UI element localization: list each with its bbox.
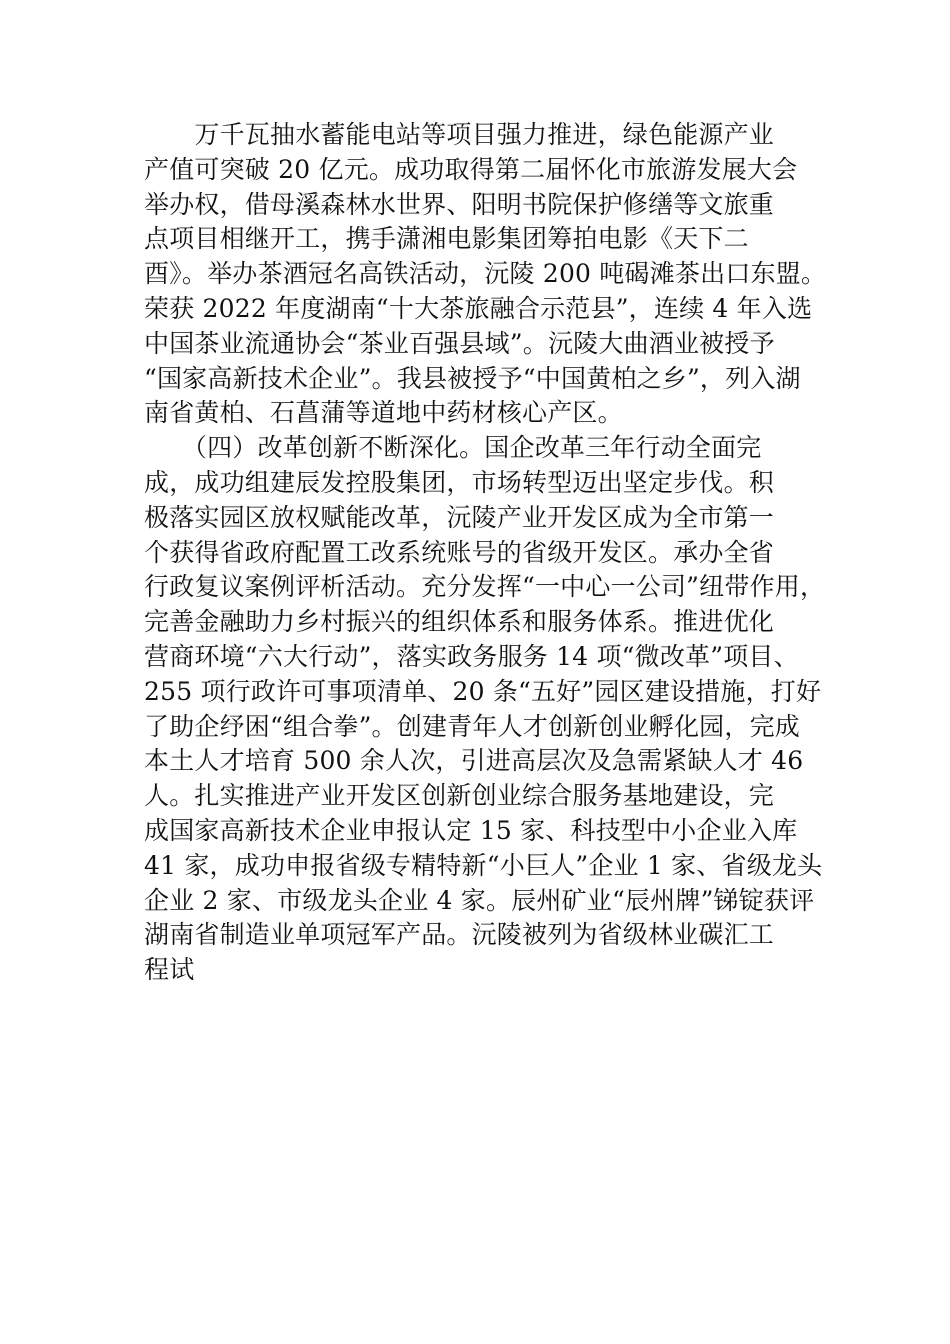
text-line: 255 项行政许可事项清单、20 条“五好”园区建设措施，打好: [144, 676, 822, 706]
text-line: 中国茶业流通协会“茶业百强县域”。沅陵大曲酒业被授予: [144, 328, 775, 358]
text-line: 41 家，成功申报省级专精特新“小巨人”企业 1 家、省级龙头: [144, 850, 823, 880]
text-line: 了助企纾困“组合拳”。创建青年人才创新创业孵化园，完成: [144, 711, 800, 741]
text-line: 万千瓦抽水蓄能电站等项目强力推进，绿色能源产业: [144, 120, 775, 149]
text-line: 酉》。举办茶酒冠名高铁活动，沅陵 200 吨碣滩茶出口东盟。: [144, 259, 827, 289]
text-line: 极落实园区放权赋能改革，沅陵产业开发区成为全市第一: [144, 502, 775, 532]
text-line: 程试: [144, 955, 195, 985]
text-line: 成国家高新技术企业申报认定 15 家、科技型中小企业入库: [144, 815, 798, 845]
text-line: 产值可突破 20 亿元。成功取得第二届怀化市旅游发展大会: [144, 154, 798, 184]
text-line: 完善金融助力乡村振兴的组织体系和服务体系。推进优化: [144, 607, 775, 637]
text-line: 行政复议案例评析活动。充分发挥“一中心一公司”纽带作用，: [144, 572, 826, 602]
text-line: 个获得省政府配置工改系统账号的省级开发区。承办全省: [144, 537, 775, 567]
section-heading-line: （四）改革创新不断深化。国企改革三年行动全面完: [144, 433, 762, 463]
text-line: 人。扎实推进产业开发区创新创业综合服务基地建设，完: [144, 781, 775, 811]
text-line: 举办权，借母溪森林水世界、阳明书院保护修缮等文旅重: [144, 189, 775, 219]
text-line: 营商环境“六大行动”，落实政务服务 14 项“微改革”项目、: [144, 641, 799, 671]
text-line: 点项目相继开工，携手潇湘电影集团筹拍电影《天下二: [144, 224, 749, 254]
text-line: 湖南省制造业单项冠军产品。沅陵被列为省级林业碳汇工: [144, 920, 775, 950]
text-line: 成，成功组建辰发控股集团，市场转型迈出坚定步伐。积: [144, 467, 775, 497]
text-line: 本土人才培育 500 余人次，引进高层次及急需紧缺人才 46: [144, 746, 804, 776]
text-line: 南省黄柏、石菖蒲等道地中药材核心产区。: [144, 398, 623, 428]
text-line: 荣获 2022 年度湖南“十大茶旅融合示范县”，连续 4 年入选: [144, 293, 813, 323]
body-text: [144, 118, 827, 988]
text-line: “国家高新技术企业”。我县被授予“中国黄柏之乡”，列入湖: [144, 363, 801, 393]
text-line: 企业 2 家、市级龙头企业 4 家。辰州矿业“辰州牌”锑锭获评: [144, 885, 815, 915]
